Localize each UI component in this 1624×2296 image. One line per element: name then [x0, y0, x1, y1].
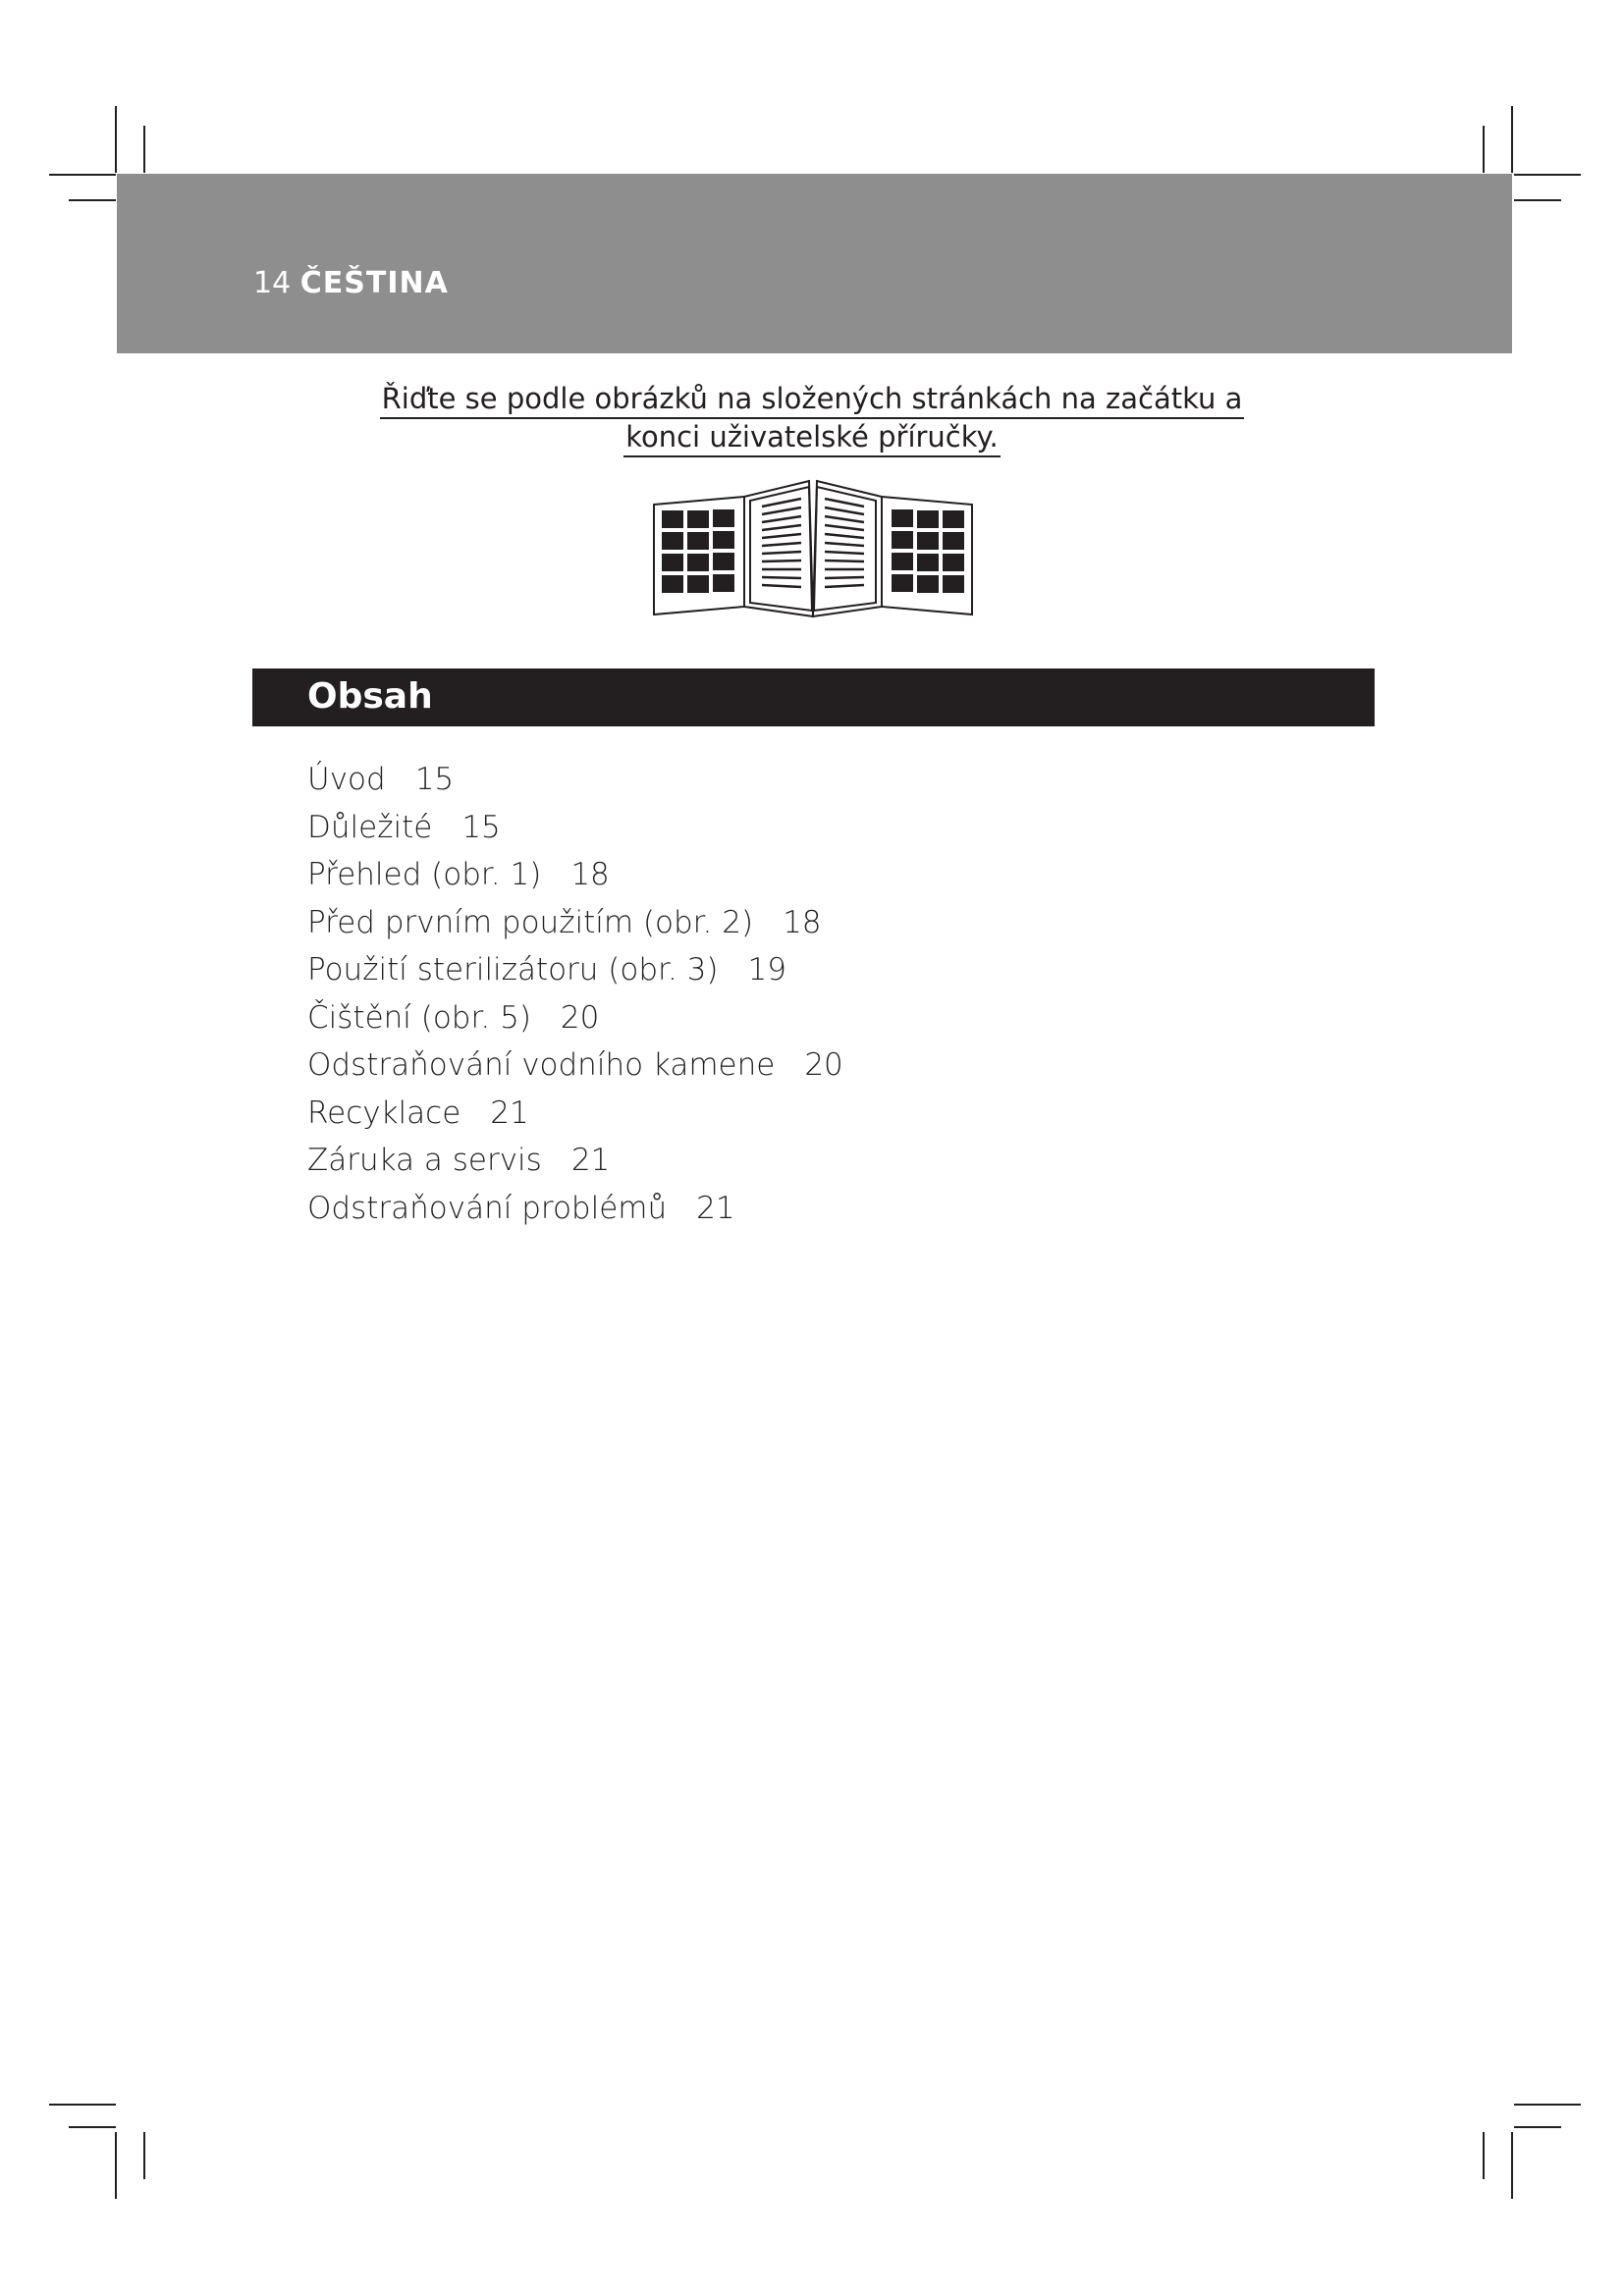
section-title: Obsah [307, 676, 433, 717]
language-title: ČEŠTINA [299, 266, 449, 300]
section-header-bar [252, 668, 1375, 726]
toc-entry-label: Recyklace [307, 1095, 461, 1131]
toc-entry-page: 15 [414, 762, 455, 797]
toc-entry[interactable] [307, 994, 843, 1042]
toc-entry-page: 21 [696, 1190, 735, 1226]
crop-mark [1511, 106, 1513, 173]
toc-entry-page: 18 [783, 904, 822, 940]
header-band [117, 174, 1512, 353]
crop-mark [69, 199, 116, 201]
crop-mark [143, 126, 145, 173]
toc-entry[interactable] [307, 756, 843, 804]
folded-booklet-icon [652, 477, 974, 620]
toc-entry[interactable] [307, 1090, 843, 1138]
toc-entry-label: Odstraňování problémů [307, 1190, 668, 1226]
toc-entry-label: Použití sterilizátoru (obr. 3) [307, 952, 719, 988]
crop-mark [1514, 2104, 1581, 2106]
toc-entry[interactable] [307, 1041, 843, 1090]
page-header [253, 265, 449, 302]
toc-entry[interactable] [307, 1185, 843, 1233]
toc-entry-page: 19 [747, 952, 786, 988]
toc-entry[interactable] [307, 899, 843, 947]
toc-entry-page: 21 [570, 1143, 611, 1178]
crop-mark [1511, 2132, 1513, 2199]
crop-mark [115, 106, 117, 173]
instruction-line-2: konci uživatelské příručky. [623, 419, 1001, 457]
toc-entry-label: Před prvním použitím (obr. 2) [307, 904, 754, 940]
toc-entry-label: Přehled (obr. 1) [307, 857, 542, 892]
toc-entry-label: Úvod [307, 762, 386, 797]
toc-entry-page: 20 [804, 1047, 843, 1083]
crop-mark [69, 2126, 116, 2128]
toc-entry-label: Záruka a servis [307, 1143, 542, 1178]
crop-mark [1483, 126, 1485, 173]
crop-mark [143, 2132, 145, 2179]
toc-entry-label: Odstraňování vodního kamene [307, 1047, 776, 1083]
toc-entry[interactable] [307, 851, 843, 899]
crop-mark [49, 2104, 116, 2106]
instruction-line-1: Řiďte se podle obrázků na složených stránkách na začátku a [380, 381, 1245, 419]
toc-entry[interactable] [307, 1137, 843, 1185]
toc-entry[interactable] [307, 946, 843, 994]
toc-entry[interactable] [307, 804, 843, 852]
table-of-contents [307, 756, 843, 1232]
instruction-note [295, 381, 1329, 457]
toc-entry-label: Důležité [307, 809, 433, 845]
toc-entry-page: 21 [490, 1095, 529, 1131]
page-number: 14 [253, 266, 292, 300]
toc-entry-page: 15 [461, 809, 501, 845]
toc-entry-label: Čištění (obr. 5) [307, 999, 531, 1036]
crop-mark [49, 174, 116, 176]
toc-entry-page: 18 [570, 857, 610, 892]
crop-mark [1514, 2126, 1561, 2128]
crop-mark [1514, 174, 1581, 176]
crop-mark [115, 2132, 117, 2199]
crop-mark [1514, 199, 1561, 201]
toc-entry-page: 20 [560, 999, 600, 1036]
crop-mark [1483, 2132, 1485, 2179]
